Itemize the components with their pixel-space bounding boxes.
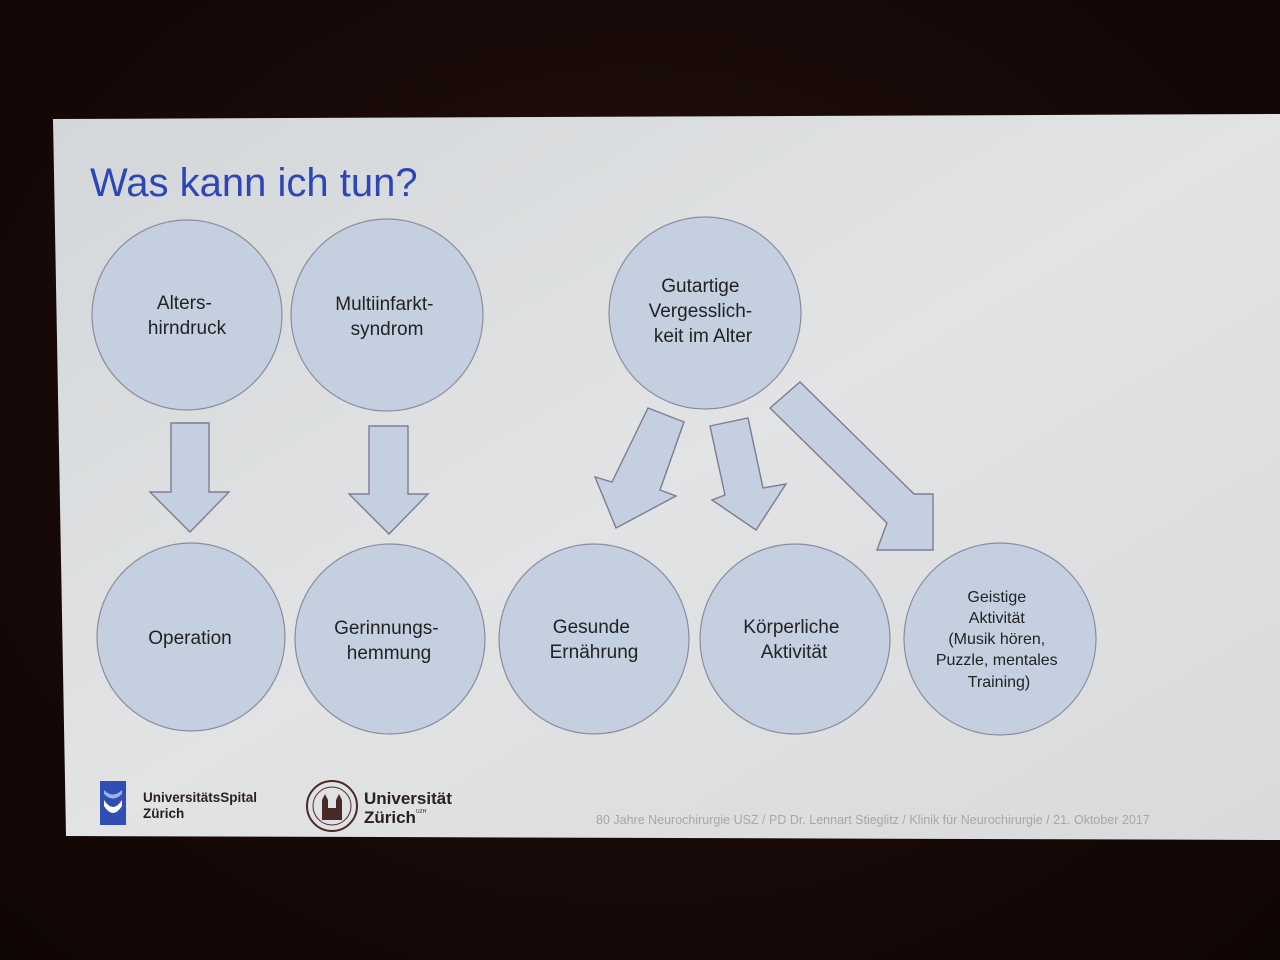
usz-logo-mark <box>100 781 126 825</box>
node-gerinnung <box>295 544 485 734</box>
node-ernaehrung <box>499 544 689 734</box>
node-koerper <box>700 544 890 734</box>
node-multiinfarkt <box>291 219 483 411</box>
slide-footer: 80 Jahre Neurochirurgie USZ / PD Dr. Lennart Stieglitz / Klinik für Neurochirurgie / 21. Oktober 2017 <box>596 813 1150 827</box>
label-altershirndruck: Alters- hirndruck <box>147 293 227 339</box>
label-operation: Operation <box>148 628 232 649</box>
label-multiinfarkt: Multiinfarkt- syndrom <box>335 294 434 340</box>
label-gerinnung: Gerinnungs- hemmung <box>334 618 439 664</box>
node-altershirndruck <box>92 220 282 410</box>
label-ernaehrung: Gesunde Ernährung <box>549 617 639 663</box>
slide-title: Was kann ich tun? <box>90 161 418 205</box>
label-koerper: Körperliche Aktivität <box>743 617 840 663</box>
uzh-superscript: UZH <box>416 809 427 815</box>
label-geistig: Geistige Aktivität (Musik hören, Puzzle, mentales Training) <box>935 589 1058 691</box>
label-vergesslichkeit: Gutartige Vergesslich- keit im Alter <box>648 276 753 347</box>
uzh-logo-text: Universität Zürich <box>364 789 452 827</box>
slide-surface <box>53 114 1280 840</box>
usz-logo-text: UniversitätsSpital Zürich <box>143 790 258 821</box>
